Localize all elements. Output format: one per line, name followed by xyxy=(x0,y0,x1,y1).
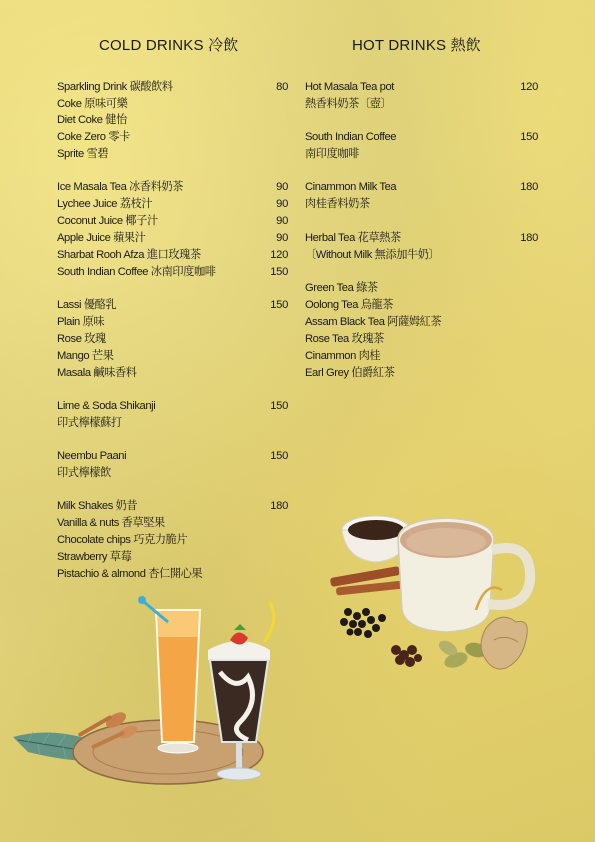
menu-item-price: 150 xyxy=(270,400,288,412)
menu-item-price: 90 xyxy=(276,232,288,244)
menu-item-price: 180 xyxy=(520,181,538,193)
menu-item-text: Neembu Paani xyxy=(57,450,127,462)
menu-item-text: 印式檸檬飲 xyxy=(57,467,111,479)
menu-item-text: South Indian Coffee 冰南印度咖啡 xyxy=(57,266,216,278)
menu-item-text: Cinammon Milk Tea xyxy=(305,181,397,193)
menu-item-text: 熱香料奶茶〔壺〕 xyxy=(305,98,392,110)
menu-item-text: Masala 鹹味香料 xyxy=(57,367,137,379)
menu-item-text: Hot Masala Tea pot xyxy=(305,81,394,93)
menu-item-text: Herbal Tea 花草熱茶 xyxy=(305,232,401,244)
menu-item-text: Sparkling Drink 碳酸飲料 xyxy=(57,81,173,93)
menu-item-price: 150 xyxy=(270,299,288,311)
menu-item-text: Mango 芒果 xyxy=(57,350,114,362)
menu-item-text: Oolong Tea 烏龍茶 xyxy=(305,299,394,311)
chai-mug-icon xyxy=(398,518,530,632)
menu-item-text: Pistachio & almond 杏仁開心果 xyxy=(57,568,203,580)
menu-item-price: 90 xyxy=(276,181,288,193)
menu-item-text: Lime & Soda Shikanji xyxy=(57,400,156,412)
menu-item-text: 〔Without Milk 無添加牛奶〕 xyxy=(305,249,440,261)
menu-item-text: 印式檸檬蘇打 xyxy=(57,417,122,429)
menu-item-text: Strawberry 草莓 xyxy=(57,551,132,563)
menu-item-text: Assam Black Tea 阿薩姆紅茶 xyxy=(305,316,442,328)
menu-item-text: Rose Tea 玫瑰茶 xyxy=(305,333,384,345)
menu-item-text: Plain 原味 xyxy=(57,316,105,328)
menu-item-text: Lassi 優酪乳 xyxy=(57,299,117,311)
menu-item-price: 120 xyxy=(270,249,288,261)
cold-drinks-illustration xyxy=(8,592,288,807)
menu-item-text: Coke 原味可樂 xyxy=(57,98,128,110)
menu-item-text: Rose 玫瑰 xyxy=(57,333,106,345)
menu-item-price: 180 xyxy=(520,232,538,244)
menu-item-text: Sprite 雪碧 xyxy=(57,148,109,160)
menu-item-text: 肉桂香料奶茶 xyxy=(305,198,370,210)
menu-item-text: Vanilla & nuts 香草堅果 xyxy=(57,517,165,529)
menu-item-price: 180 xyxy=(270,500,288,512)
cold-drinks-heading: COLD DRINKS 冷飲 xyxy=(99,37,239,54)
menu-item-price: 90 xyxy=(276,215,288,227)
menu-item-text: Diet Coke 健怡 xyxy=(57,114,127,126)
menu-item-price: 90 xyxy=(276,198,288,210)
cinnamon-stick-icon xyxy=(330,566,404,596)
menu-item-price: 150 xyxy=(270,266,288,278)
menu-item-price: 150 xyxy=(270,450,288,462)
menu-item-text: Coconut Juice 椰子汁 xyxy=(57,215,158,227)
menu-item-text: Green Tea 綠茶 xyxy=(305,282,378,294)
menu-item-text: Ice Masala Tea 冰香料奶茶 xyxy=(57,181,184,193)
menu-item-text: 南印度咖啡 xyxy=(305,148,359,160)
menu-item-text: Lychee Juice 荔枝汁 xyxy=(57,198,153,210)
menu-item-text: Earl Grey 伯爵紅茶 xyxy=(305,367,395,379)
hot-drinks-heading: HOT DRINKS 熱飲 xyxy=(352,37,482,54)
menu-item-text: Sharbat Rooh Afza 進口玫瑰茶 xyxy=(57,249,201,261)
peppercorn-icon xyxy=(340,608,386,638)
hot-drinks-illustration xyxy=(326,500,538,682)
menu-item-text: Chocolate chips 巧克力脆片 xyxy=(57,534,188,546)
menu-item-price: 80 xyxy=(276,81,288,93)
ginger-icon xyxy=(481,617,527,669)
menu-item-text: Cinammon 肉桂 xyxy=(305,350,381,362)
clove-icon xyxy=(391,645,422,667)
menu-item-text: South Indian Coffee xyxy=(305,131,397,143)
menu-item-text: Milk Shakes 奶昔 xyxy=(57,500,138,512)
menu-item-price: 150 xyxy=(520,131,538,143)
menu-item-price: 120 xyxy=(520,81,538,93)
menu-item-text: Apple Juice 蘋果汁 xyxy=(57,232,146,244)
menu-item-text: Coke Zero 零卡 xyxy=(57,131,130,143)
